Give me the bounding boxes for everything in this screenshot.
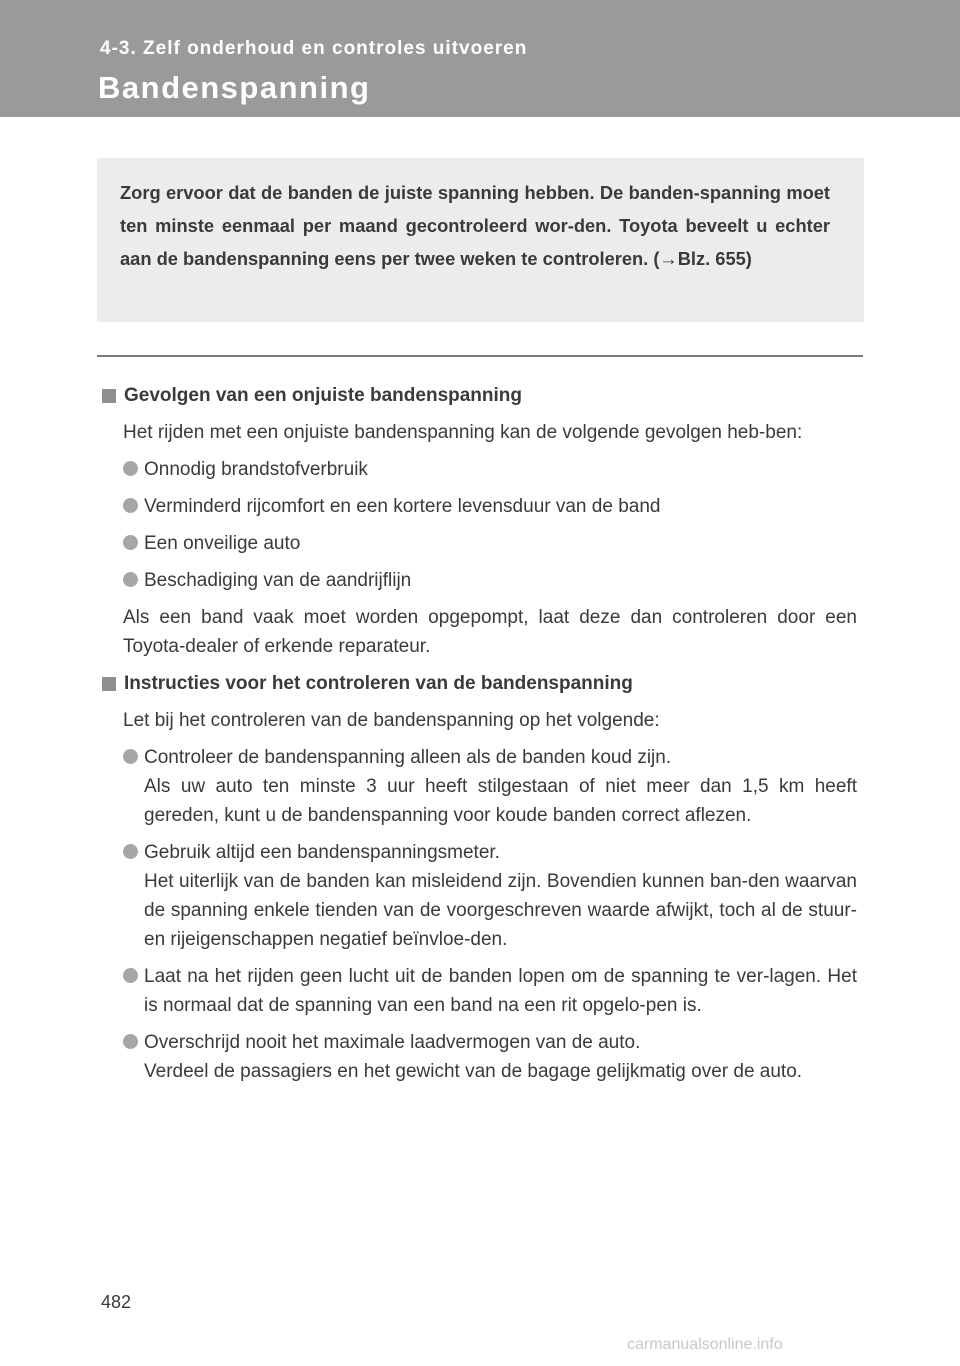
list-item-text: Laat na het rijden geen lucht uit de banden lopen om de spanning te ver-lagen. Het is normaal dat de spanning van een band na een rit opgelo-pen is.: [144, 966, 857, 1016]
content: [102, 381, 857, 1094]
section-intro: Het rijden met een onjuiste bandenspanning kan de volgende gevolgen heb-ben:: [123, 422, 803, 443]
circle-bullet-icon: [123, 1034, 138, 1049]
list-item: [102, 566, 857, 595]
divider: [97, 355, 863, 357]
list-item-text: Onnodig brandstofverbruik: [144, 459, 368, 480]
list-item-detail: Het uiterlijk van de banden kan misleidend zijn. Bovendien kunnen ban-den waarvan de spanning enkele tienden van de voorgeschreven waarde afwijkt, toch al de stuur- en rijeigenschappen negatief beïnvloe-den.: [144, 871, 857, 950]
list-item: [102, 492, 857, 521]
section-outro: Als een band vaak moet worden opgepompt, laat deze dan controleren door een Toyota-dealer of erkende reparateur.: [123, 607, 857, 657]
list-item-text: Beschadiging van de aandrijflijn: [144, 570, 412, 591]
list-item: [102, 455, 857, 484]
circle-bullet-icon: [123, 498, 138, 513]
section-intro: Let bij het controleren van de bandenspanning op het volgende:: [123, 710, 660, 731]
list-item-text: Een onveilige auto: [144, 533, 301, 554]
list-item: [102, 743, 857, 830]
list-item: [102, 529, 857, 558]
list-item-text: Overschrijd nooit het maximale laadvermogen van de auto.: [144, 1032, 641, 1053]
circle-bullet-icon: [123, 968, 138, 983]
list-item-detail: Verdeel de passagiers en het gewicht van de bagage gelijkmatig over de auto.: [144, 1061, 803, 1082]
intro-text: Zorg ervoor dat de banden de juiste spanning hebben. De banden-spanning moet ten minste eenmaal per maand gecontroleerd wor-den. Toyota beveelt u echter aan de bandenspanning eens per twee weken te controleren. (→Blz. 655): [120, 182, 830, 269]
list-item-text: Gebruik altijd een bandenspanningsmeter.: [144, 842, 500, 863]
page-number: 482: [101, 1292, 132, 1312]
list-item-text: Verminderd rijcomfort en een kortere levensduur van de band: [144, 496, 661, 517]
circle-bullet-icon: [123, 535, 138, 550]
list-item-detail: Als uw auto ten minste 3 uur heeft stilgestaan of niet meer dan 1,5 km heeft gereden, kunt u de bandenspanning voor koude banden correct aflezen.: [144, 776, 857, 826]
section-heading: [102, 669, 857, 698]
circle-bullet-icon: [123, 749, 138, 764]
list-item: [102, 838, 857, 954]
list-item: [102, 962, 857, 1020]
list-item: [102, 1028, 857, 1086]
watermark: carmanualsonline.info: [627, 1336, 783, 1353]
square-bullet-icon: [102, 677, 116, 691]
section-heading-text: Gevolgen van een onjuiste bandenspanning: [124, 385, 523, 406]
page-title: Bandenspanning: [98, 70, 371, 105]
section-heading: [102, 381, 857, 410]
square-bullet-icon: [102, 389, 116, 403]
circle-bullet-icon: [123, 844, 138, 859]
section-heading-text: Instructies voor het controleren van de bandenspanning: [124, 673, 633, 694]
list-item-text: Controleer de bandenspanning alleen als de banden koud zijn.: [144, 747, 672, 768]
section-label: 4-3. Zelf onderhoud en controles uitvoeren: [100, 38, 528, 59]
circle-bullet-icon: [123, 572, 138, 587]
page-header: [0, 0, 960, 117]
circle-bullet-icon: [123, 461, 138, 476]
